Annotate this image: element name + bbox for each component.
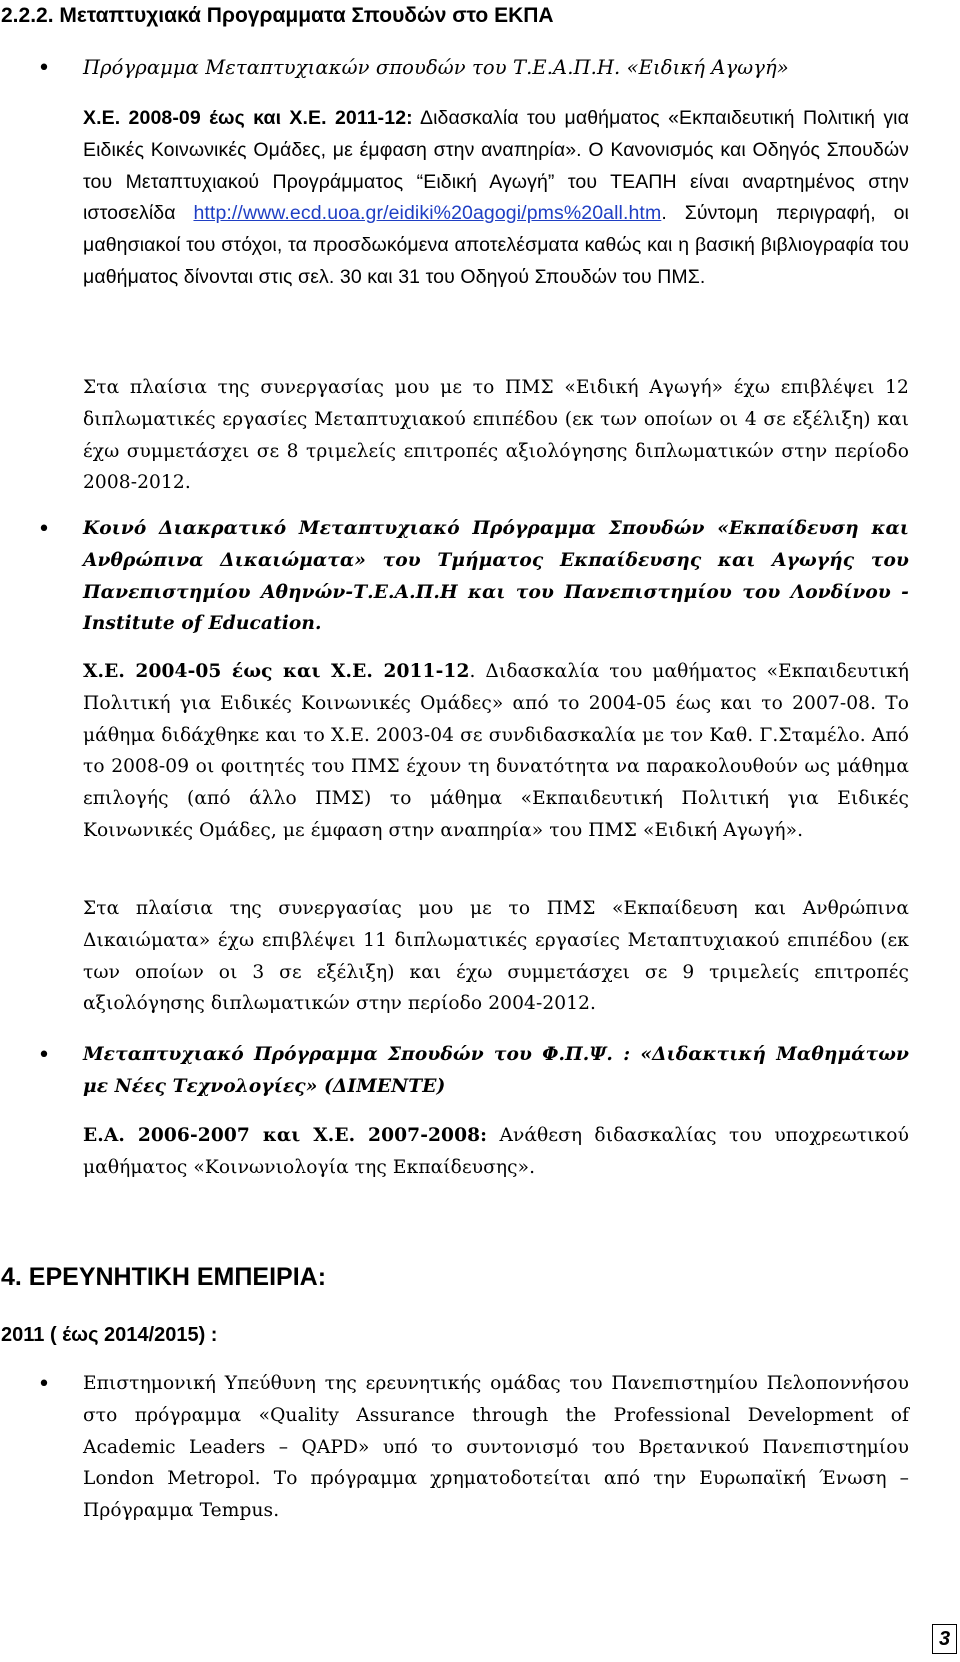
program2-paragraph-2: Στα πλαίσια της συνεργασίας μου με το ΠΜΣ «Εκπαίδευση και Ανθρώπινα Δικαιώματα» έχω επιβλέψει 11 διπλωματικές εργασίες Μεταπτυχιακού επιπέδου (εκ των οποίων οι 3 σε εξέλιξη) και έχω συμμετάσχει σε 9 τριμελείς επιτροπές αξιολόγησης διπλωματικών στην περίοδο 2004-2012. bbox=[83, 898, 909, 1015]
section-heading: 2.2.2. Μεταπτυχιακά Προγραμματα Σπουδών στο ΕΚΠΑ bbox=[1, 4, 554, 27]
program3-title: Μεταπτυχιακό Πρόγραμμα Σπουδών του Φ.Π.Ψ. : «Διδακτική Μαθημάτων με Νέες Τεχνολογίες» (ΔΙΜΕΝΤΕ) bbox=[83, 1044, 909, 1097]
program2-title: Κοινό Διακρατικό Μεταπτυχιακό Πρόγραμμα Σπουδών «Εκπαίδευση και Ανθρώπινα Δικαιώματα» του Τμήματος Εκπαίδευσης και Αγωγής του Πανεπιστημίου Αθηνών-Τ.Ε.Α.Π.Η και του Πανεπιστημίου του Λονδίνου - Institute of Education. bbox=[83, 518, 909, 635]
program2-dates: Χ.Ε. 2004-05 έως και Χ.Ε. 2011-12 bbox=[83, 661, 470, 682]
research-heading: 4. ΕΡΕΥΝΗΤΙΚΗ ΕΜΠΕΙΡΙΑ: bbox=[1, 1263, 327, 1291]
bullet-icon: • bbox=[37, 1372, 51, 1397]
program3-paragraph-1 bbox=[83, 1120, 909, 1184]
bullet-icon: • bbox=[37, 517, 51, 542]
program2-text-1: . Διδασκαλία του μαθήματος «Εκπαιδευτική Πολιτική για Ειδικές Κοινωνικές Ομάδες» από το 2004-05 έως και το 2007-08. Το μάθημα διδάχθηκε και το Χ.Ε. 2003-04 σε συνδιδασκαλία με τον Καθ. Γ.Σταμέλο. Από το 2008-09 οι φοιτητές του ΠΜΣ έχουν τη δυνατότητα να παρακολουθούν ως μάθημα επιλογής (από άλλο ΠΜΣ) το μάθημα «Εκπαιδευτική Πολιτική για Ειδικές Κοινωνικές Ομάδες, με έμφαση στην αναπηρία» του ΠΜΣ «Ειδική Αγωγή». bbox=[83, 661, 910, 841]
program3-text-1: Ανάθεση διδασκαλίας του υποχρεωτικού μαθήματος «Κοινωνιολογία της Εκπαίδευσης». bbox=[83, 1125, 909, 1178]
program2-paragraph-1 bbox=[83, 656, 909, 847]
program1-regulations-link[interactable]: http://www.ecd.uoa.gr/eidiki%20agogi/pms%20all.htm bbox=[193, 202, 662, 225]
research-item-1: Επιστημονική Υπεύθυνη της ερευνητικής ομάδας του Πανεπιστημίου Πελοποννήσου στο πρόγραμμα «Quality Assurance through the Professional Development of Academic Leaders – QAPD» υπό το συντονισμό του Βρετανικού Πανεπιστημίου London Metropol. Το πρόγραμμα χρηματοδοτείται από την Ευρωπαϊκή Ένωση – Πρόγραμμα Tempus. bbox=[83, 1373, 909, 1522]
program1-paragraph-2: Στα πλαίσια της συνεργασίας μου με το ΠΜΣ «Ειδική Αγωγή» έχω επιβλέψει 12 διπλωματικές εργασίες Μεταπτυχιακού επιπέδου (εκ των οποίων οι 4 σε εξέλιξη) και έχω συμμετάσχει σε 8 τριμελείς επιτροπές αξιολόγησης διπλωματικών στην περίοδο 2008-2012. bbox=[83, 377, 909, 494]
bullet-icon: • bbox=[37, 1043, 51, 1068]
program1-title: Πρόγραμμα Μεταπτυχιακών σπουδών του Τ.Ε.Α.Π.Η. «Ειδική Αγωγή» bbox=[83, 56, 789, 79]
program1-text-1: Διδασκαλία του μαθήματος «Εκπαιδευτική Πολιτική για Ειδικές Κοινωνικές Ομάδες, με έμφαση στην αναπηρία». Ο Κανονισμός και Οδηγός Σπουδών του Μεταπτυχιακού Προγράμματος “Ειδική Αγωγή” του ΤΕΑΠΗ είναι αναρτημένος στην ιστοσελίδα bbox=[83, 107, 909, 225]
bullet-icon: • bbox=[37, 56, 51, 81]
page-number: 3 bbox=[932, 1624, 957, 1654]
research-period: 2011 ( έως 2014/2015) : bbox=[1, 1324, 218, 1346]
program3-dates: Ε.Α. 2006-2007 και Χ.Ε. 2007-2008: bbox=[83, 1125, 488, 1146]
program1-paragraph-1 bbox=[83, 103, 909, 294]
program1-text-2: . Σύντομη περιγραφή, οι μαθησιακοί του στόχοι, τα προσδωκόμενα αποτελέσματα καθώς και η βασική βιβλιογραφία του μαθήματος δίνονται στις σελ. 30 και 31 του Οδηγού Σπουδών του ΠΜΣ. bbox=[83, 202, 909, 288]
program1-dates: Χ.Ε. 2008-09 έως και Χ.Ε. 2011-12: bbox=[83, 107, 413, 129]
